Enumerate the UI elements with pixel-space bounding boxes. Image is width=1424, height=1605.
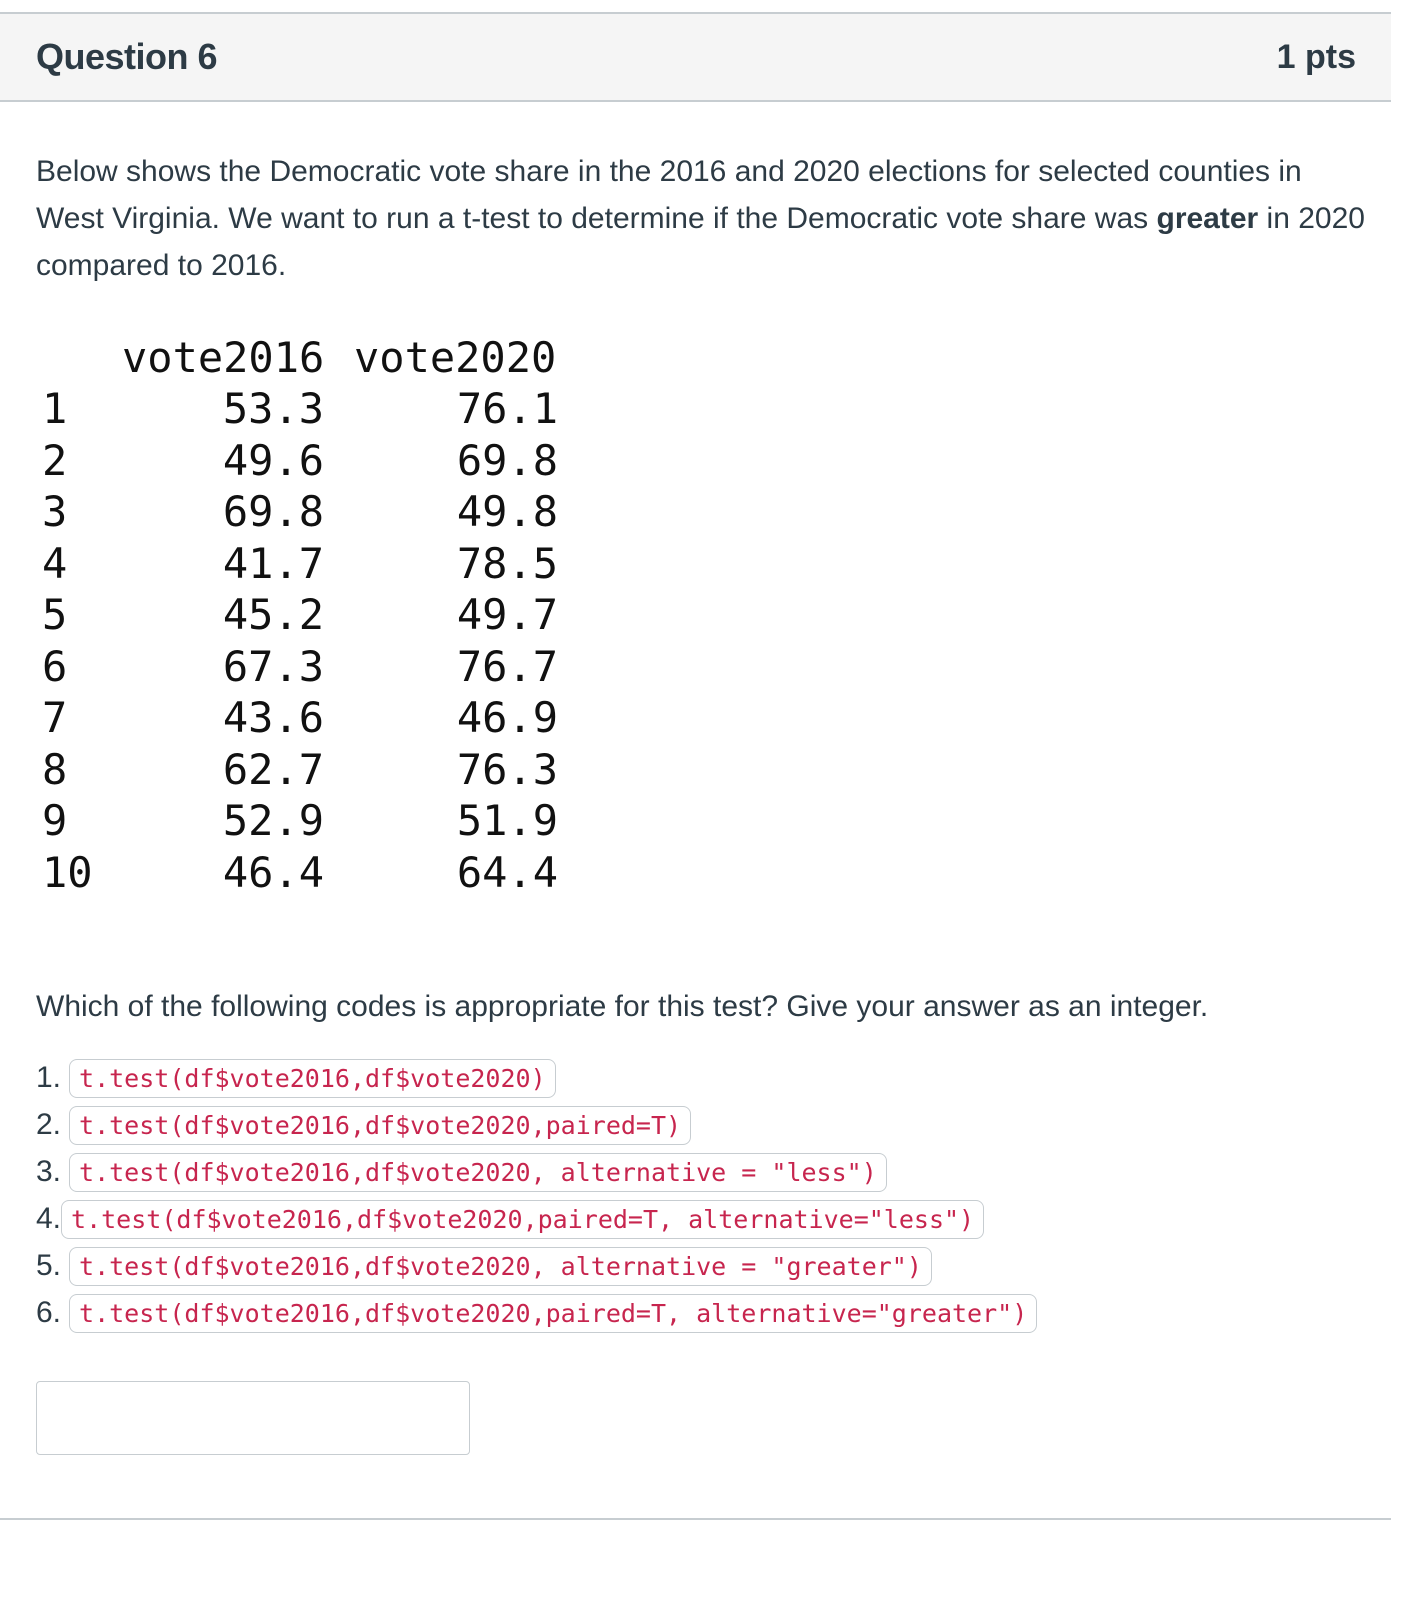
code-option bbox=[36, 1105, 691, 1145]
option-number: 3. bbox=[36, 1155, 62, 1188]
vote2020-cell: 49.7 bbox=[456, 590, 558, 639]
option-number: 2. bbox=[36, 1108, 62, 1141]
table-row bbox=[36, 486, 596, 538]
vote2016-cell: 43.6 bbox=[222, 693, 324, 742]
code-option bbox=[36, 1152, 887, 1192]
row-index: 5 bbox=[42, 590, 68, 639]
vote2020-cell: 76.3 bbox=[456, 744, 558, 794]
option-code: t.test(df$vote2016,df$vote2020,paired=T, alternative="greater") bbox=[69, 1294, 1037, 1333]
vote2020-cell: 76.1 bbox=[456, 384, 558, 433]
table-row bbox=[36, 795, 596, 847]
vote2020-cell: 49.8 bbox=[456, 487, 558, 536]
row-index: 3 bbox=[42, 487, 68, 536]
table-row bbox=[36, 435, 596, 487]
question-title: Question 6 bbox=[36, 36, 218, 77]
option-number: 5. bbox=[36, 1249, 62, 1282]
question-prompt bbox=[36, 148, 1366, 289]
vote2020-cell: 64.4 bbox=[456, 847, 558, 897]
table-row bbox=[36, 847, 596, 899]
column-header-vote2020: vote2020 bbox=[354, 333, 557, 382]
vote2016-cell: 69.8 bbox=[222, 487, 324, 536]
option-code: t.test(df$vote2016,df$vote2020, alternative = "greater") bbox=[69, 1247, 932, 1286]
bottom-divider bbox=[0, 1518, 1391, 1520]
question-instruction: Which of the following codes is appropriate for this test? Give your answer as an integer. bbox=[36, 990, 1209, 1023]
row-index: 8 bbox=[42, 744, 68, 794]
vote2020-cell: 76.7 bbox=[456, 641, 558, 691]
row-index: 2 bbox=[42, 435, 68, 485]
vote2016-cell: 62.7 bbox=[222, 744, 324, 794]
answer-input[interactable] bbox=[37, 1382, 469, 1454]
vote-share-table bbox=[36, 320, 596, 900]
code-option bbox=[36, 1246, 932, 1286]
option-number: 1. bbox=[36, 1061, 62, 1094]
vote2016-cell: 46.4 bbox=[222, 847, 324, 897]
vote2016-cell: 67.3 bbox=[222, 641, 324, 691]
table-header-row bbox=[36, 332, 596, 384]
table-row bbox=[36, 383, 596, 435]
answer-input-box[interactable] bbox=[36, 1381, 470, 1455]
question-header bbox=[0, 14, 1391, 102]
table-row bbox=[36, 744, 596, 796]
vote2016-cell: 52.9 bbox=[222, 796, 324, 845]
row-index: 9 bbox=[42, 796, 68, 845]
row-index: 1 bbox=[42, 384, 68, 433]
code-option bbox=[36, 1199, 984, 1239]
option-code: t.test(df$vote2016,df$vote2020,paired=T) bbox=[69, 1106, 691, 1145]
prompt-text-start: Below shows the Democratic vote share in the 2016 and 2020 elections for selected counties in West Virginia. We want to run a t-test to determine if the Democratic vote share was bbox=[36, 155, 1302, 235]
table-row bbox=[36, 538, 596, 590]
vote2016-cell: 53.3 bbox=[222, 384, 324, 433]
vote2020-cell: 78.5 bbox=[456, 538, 558, 588]
vote2020-cell: 51.9 bbox=[456, 796, 558, 845]
vote2016-cell: 45.2 bbox=[222, 590, 324, 639]
option-number: 4. bbox=[36, 1202, 62, 1235]
row-index: 6 bbox=[42, 641, 68, 691]
code-option bbox=[36, 1058, 556, 1098]
option-code: t.test(df$vote2016,df$vote2020,paired=T, alternative="less") bbox=[61, 1200, 984, 1239]
option-number: 6. bbox=[36, 1296, 62, 1329]
code-option bbox=[36, 1293, 1037, 1333]
row-index: 7 bbox=[42, 693, 68, 742]
row-index: 10 bbox=[42, 847, 93, 897]
prompt-emphasis: greater bbox=[1156, 202, 1259, 235]
table-row bbox=[36, 692, 596, 744]
prompt-text-end: in 2020 compared to 2016. bbox=[36, 202, 1365, 282]
vote2020-cell: 69.8 bbox=[456, 435, 558, 485]
table-row bbox=[36, 641, 596, 693]
row-index: 4 bbox=[42, 538, 68, 588]
column-header-vote2016: vote2016 bbox=[122, 333, 325, 382]
table-row bbox=[36, 589, 596, 641]
question-points: 1 pts bbox=[1276, 38, 1356, 76]
vote2020-cell: 46.9 bbox=[456, 693, 558, 742]
vote2016-cell: 41.7 bbox=[222, 538, 324, 588]
option-code: t.test(df$vote2016,df$vote2020) bbox=[69, 1059, 556, 1098]
vote2016-cell: 49.6 bbox=[222, 435, 324, 485]
option-code: t.test(df$vote2016,df$vote2020, alternative = "less") bbox=[69, 1153, 887, 1192]
